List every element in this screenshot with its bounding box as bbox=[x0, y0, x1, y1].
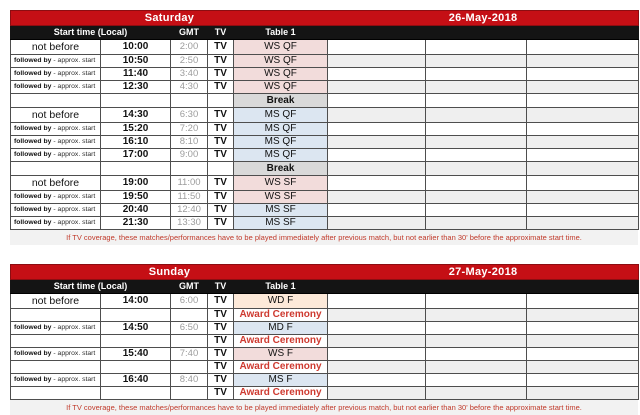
tv-flag-cell: TV bbox=[208, 361, 234, 374]
start-time-cell: 20:40 bbox=[101, 204, 171, 217]
schedule-row bbox=[11, 217, 639, 230]
start-time-cell: 19:50 bbox=[101, 191, 171, 204]
empty-cell bbox=[426, 309, 527, 322]
empty-cell bbox=[328, 335, 426, 348]
empty-cell bbox=[426, 162, 527, 176]
empty-cell bbox=[527, 108, 639, 123]
followed-by-label: followed by bbox=[14, 137, 52, 145]
event-cell: Award Ceremony bbox=[234, 335, 328, 348]
tv-coverage-note: If TV coverage, these matches/performances have to be played immediately after previous match, but not earlier than 30' before the approximate start time. bbox=[10, 230, 638, 245]
empty-cell bbox=[426, 294, 527, 309]
gmt-time-cell: 11:50 bbox=[171, 191, 208, 204]
column-header-empty bbox=[328, 280, 426, 294]
followed-by-label: followed by bbox=[14, 192, 52, 200]
empty-cell bbox=[527, 55, 639, 68]
event-cell: WS QF bbox=[234, 55, 328, 68]
day-schedule-table bbox=[10, 264, 639, 400]
schedule-row bbox=[11, 387, 639, 400]
empty-cell bbox=[527, 68, 639, 81]
empty-cell bbox=[527, 294, 639, 309]
tv-flag-cell: TV bbox=[208, 191, 234, 204]
empty-cell bbox=[527, 348, 639, 361]
event-cell: MS QF bbox=[234, 108, 328, 123]
start-time-cell: 16:10 bbox=[101, 136, 171, 149]
start-condition-cell bbox=[11, 348, 101, 361]
tv-flag-cell: TV bbox=[208, 136, 234, 149]
tv-flag-cell: TV bbox=[208, 335, 234, 348]
approx-start-label: - approx. start bbox=[53, 323, 96, 331]
schedule-row bbox=[11, 309, 639, 322]
gmt-time-cell: 8:10 bbox=[171, 136, 208, 149]
gmt-time-cell: 13:30 bbox=[171, 217, 208, 230]
empty-cell bbox=[527, 309, 639, 322]
empty-cell bbox=[426, 149, 527, 162]
start-condition-cell bbox=[11, 322, 101, 335]
start-condition-cell: not before bbox=[11, 108, 101, 123]
followed-by-label: followed by bbox=[14, 69, 52, 77]
event-cell: MS SF bbox=[234, 217, 328, 230]
empty-cell bbox=[426, 123, 527, 136]
empty-cell bbox=[426, 176, 527, 191]
followed-by-label: followed by bbox=[14, 349, 52, 357]
empty-cell bbox=[328, 176, 426, 191]
start-condition-cell bbox=[11, 136, 101, 149]
gmt-time-cell: 2:00 bbox=[171, 40, 208, 55]
start-condition-cell: not before bbox=[11, 176, 101, 191]
empty-cell bbox=[426, 322, 527, 335]
approx-start-label: - approx. start bbox=[53, 69, 96, 77]
gmt-time-cell: 3:40 bbox=[171, 68, 208, 81]
empty-cell bbox=[426, 374, 527, 387]
start-time-cell bbox=[101, 162, 171, 176]
event-cell: MS QF bbox=[234, 149, 328, 162]
followed-by-label: followed by bbox=[14, 150, 52, 158]
empty-cell bbox=[328, 217, 426, 230]
approx-start-label: - approx. start bbox=[53, 56, 96, 64]
followed-by-label: followed by bbox=[14, 375, 52, 383]
gmt-time-cell: 7:40 bbox=[171, 348, 208, 361]
start-condition-cell bbox=[11, 149, 101, 162]
followed-by-label: followed by bbox=[14, 323, 52, 331]
gmt-time-cell: 12:40 bbox=[171, 204, 208, 217]
empty-cell bbox=[328, 81, 426, 94]
tv-flag-cell: TV bbox=[208, 55, 234, 68]
approx-start-label: - approx. start bbox=[53, 349, 96, 357]
schedule-row bbox=[11, 374, 639, 387]
gmt-time-cell: 11:00 bbox=[171, 176, 208, 191]
schedule-row bbox=[11, 55, 639, 68]
empty-cell bbox=[328, 322, 426, 335]
empty-cell bbox=[426, 387, 527, 400]
gmt-time-cell bbox=[171, 162, 208, 176]
tv-flag-cell: TV bbox=[208, 123, 234, 136]
event-cell: MS QF bbox=[234, 123, 328, 136]
empty-cell bbox=[527, 176, 639, 191]
tv-flag-cell: TV bbox=[208, 40, 234, 55]
empty-cell bbox=[328, 94, 426, 108]
empty-cell bbox=[527, 149, 639, 162]
schedule-row bbox=[11, 68, 639, 81]
empty-cell bbox=[328, 294, 426, 309]
gmt-time-cell bbox=[171, 335, 208, 348]
empty-cell bbox=[328, 374, 426, 387]
followed-by-label: followed by bbox=[14, 205, 52, 213]
approx-start-label: - approx. start bbox=[53, 137, 96, 145]
empty-cell bbox=[328, 108, 426, 123]
empty-cell bbox=[328, 191, 426, 204]
tv-flag-cell: TV bbox=[208, 387, 234, 400]
day-title: Sunday bbox=[148, 265, 191, 278]
empty-cell bbox=[328, 309, 426, 322]
empty-cell bbox=[527, 204, 639, 217]
day-schedule-table bbox=[10, 10, 639, 230]
event-cell: MS SF bbox=[234, 204, 328, 217]
gmt-time-cell: 2:50 bbox=[171, 55, 208, 68]
start-time-cell: 21:30 bbox=[101, 217, 171, 230]
tv-flag-cell: TV bbox=[208, 149, 234, 162]
schedule-row bbox=[11, 191, 639, 204]
tv-flag-cell: TV bbox=[208, 68, 234, 81]
schedule-row bbox=[11, 94, 639, 108]
empty-cell bbox=[527, 322, 639, 335]
empty-cell bbox=[426, 361, 527, 374]
start-time-cell: 14:50 bbox=[101, 322, 171, 335]
approx-start-label: - approx. start bbox=[53, 192, 96, 200]
start-condition-cell bbox=[11, 361, 101, 374]
tv-flag-cell: TV bbox=[208, 348, 234, 361]
schedule-row bbox=[11, 40, 639, 55]
start-time-cell: 12:30 bbox=[101, 81, 171, 94]
gmt-time-cell: 6:00 bbox=[171, 294, 208, 309]
empty-cell bbox=[426, 68, 527, 81]
tv-flag-cell: TV bbox=[208, 294, 234, 309]
start-condition-cell bbox=[11, 55, 101, 68]
empty-cell bbox=[426, 217, 527, 230]
approx-start-label: - approx. start bbox=[53, 205, 96, 213]
gmt-time-cell bbox=[171, 361, 208, 374]
start-time-cell bbox=[101, 335, 171, 348]
gmt-time-cell: 4:30 bbox=[171, 81, 208, 94]
start-condition-cell bbox=[11, 309, 101, 322]
start-condition-cell bbox=[11, 387, 101, 400]
tv-flag-cell: TV bbox=[208, 217, 234, 230]
column-header-gmt: GMT bbox=[171, 280, 208, 294]
empty-cell bbox=[426, 204, 527, 217]
start-condition-cell bbox=[11, 217, 101, 230]
approx-start-label: - approx. start bbox=[53, 218, 96, 226]
start-time-cell: 17:00 bbox=[101, 149, 171, 162]
event-cell: WS SF bbox=[234, 176, 328, 191]
approx-start-label: - approx. start bbox=[53, 375, 96, 383]
schedule-row bbox=[11, 149, 639, 162]
empty-cell bbox=[426, 335, 527, 348]
schedule-row bbox=[11, 204, 639, 217]
schedule-row bbox=[11, 162, 639, 176]
column-header-table1: Table 1 bbox=[234, 26, 328, 40]
tv-flag-cell: TV bbox=[208, 204, 234, 217]
start-time-cell bbox=[101, 309, 171, 322]
start-condition-cell bbox=[11, 374, 101, 387]
empty-cell bbox=[328, 55, 426, 68]
event-cell: MS QF bbox=[234, 136, 328, 149]
day-date: 26-May-2018 bbox=[448, 11, 518, 24]
start-time-cell: 10:50 bbox=[101, 55, 171, 68]
empty-cell bbox=[527, 335, 639, 348]
tv-flag-cell bbox=[208, 162, 234, 176]
column-header-empty bbox=[328, 26, 426, 40]
empty-cell bbox=[426, 94, 527, 108]
schedule-row bbox=[11, 123, 639, 136]
column-header-row bbox=[11, 280, 639, 294]
empty-cell bbox=[527, 191, 639, 204]
empty-cell bbox=[527, 162, 639, 176]
event-cell: WS QF bbox=[234, 68, 328, 81]
start-condition-cell bbox=[11, 94, 101, 108]
tv-flag-cell: TV bbox=[208, 81, 234, 94]
start-time-cell: 15:20 bbox=[101, 123, 171, 136]
event-cell: WS SF bbox=[234, 191, 328, 204]
schedule-row bbox=[11, 322, 639, 335]
tv-coverage-note: If TV coverage, these matches/performances have to be played immediately after previous match, but not earlier than 30' before the approximate start time. bbox=[10, 400, 638, 415]
approx-start-label: - approx. start bbox=[53, 82, 96, 90]
empty-cell bbox=[328, 361, 426, 374]
gmt-time-cell: 7:20 bbox=[171, 123, 208, 136]
start-time-cell: 19:00 bbox=[101, 176, 171, 191]
event-cell: Award Ceremony bbox=[234, 361, 328, 374]
tv-flag-cell bbox=[208, 94, 234, 108]
column-header-empty bbox=[527, 280, 639, 294]
followed-by-label: followed by bbox=[14, 82, 52, 90]
start-time-cell bbox=[101, 94, 171, 108]
empty-cell bbox=[328, 162, 426, 176]
day-banner-row bbox=[11, 265, 639, 280]
empty-cell bbox=[328, 123, 426, 136]
start-condition-cell bbox=[11, 123, 101, 136]
column-header-tv: TV bbox=[208, 26, 234, 40]
tv-flag-cell: TV bbox=[208, 176, 234, 191]
empty-cell bbox=[328, 40, 426, 55]
start-condition-cell: not before bbox=[11, 40, 101, 55]
column-header-empty bbox=[426, 26, 527, 40]
event-cell: WS F bbox=[234, 348, 328, 361]
empty-cell bbox=[328, 204, 426, 217]
event-cell: Award Ceremony bbox=[234, 387, 328, 400]
schedule-row bbox=[11, 335, 639, 348]
schedule-row bbox=[11, 81, 639, 94]
column-header-start-time: Start time (Local) bbox=[11, 26, 171, 40]
start-condition-cell bbox=[11, 191, 101, 204]
column-header-gmt: GMT bbox=[171, 26, 208, 40]
schedule-row bbox=[11, 136, 639, 149]
followed-by-label: followed by bbox=[14, 218, 52, 226]
schedule-row bbox=[11, 361, 639, 374]
empty-cell bbox=[527, 387, 639, 400]
empty-cell bbox=[328, 149, 426, 162]
day-schedule-section bbox=[10, 264, 638, 415]
tv-flag-cell: TV bbox=[208, 309, 234, 322]
event-cell: MS F bbox=[234, 374, 328, 387]
followed-by-label: followed by bbox=[14, 56, 52, 64]
event-cell: WS QF bbox=[234, 81, 328, 94]
empty-cell bbox=[426, 108, 527, 123]
event-cell: Break bbox=[234, 162, 328, 176]
day-schedule-section bbox=[10, 10, 638, 245]
start-condition-cell bbox=[11, 204, 101, 217]
start-time-cell: 14:00 bbox=[101, 294, 171, 309]
start-time-cell: 14:30 bbox=[101, 108, 171, 123]
tv-flag-cell: TV bbox=[208, 374, 234, 387]
column-header-start-time: Start time (Local) bbox=[11, 280, 171, 294]
event-cell: WS QF bbox=[234, 40, 328, 55]
followed-by-label: followed by bbox=[14, 124, 52, 132]
start-time-cell: 11:40 bbox=[101, 68, 171, 81]
gmt-time-cell bbox=[171, 309, 208, 322]
start-condition-cell bbox=[11, 335, 101, 348]
schedule-row bbox=[11, 348, 639, 361]
gmt-time-cell bbox=[171, 387, 208, 400]
schedule-row bbox=[11, 176, 639, 191]
empty-cell bbox=[426, 40, 527, 55]
start-condition-cell bbox=[11, 81, 101, 94]
empty-cell bbox=[527, 374, 639, 387]
gmt-time-cell: 6:50 bbox=[171, 322, 208, 335]
event-cell: Award Ceremony bbox=[234, 309, 328, 322]
column-header-tv: TV bbox=[208, 280, 234, 294]
day-title: Saturday bbox=[144, 11, 195, 24]
start-time-cell bbox=[101, 361, 171, 374]
column-header-table1: Table 1 bbox=[234, 280, 328, 294]
event-cell: WD F bbox=[234, 294, 328, 309]
day-banner bbox=[11, 265, 639, 280]
empty-cell bbox=[328, 387, 426, 400]
empty-cell bbox=[527, 136, 639, 149]
empty-cell bbox=[426, 191, 527, 204]
empty-cell bbox=[527, 361, 639, 374]
column-header-row bbox=[11, 26, 639, 40]
start-condition-cell: not before bbox=[11, 294, 101, 309]
start-time-cell: 15:40 bbox=[101, 348, 171, 361]
empty-cell bbox=[527, 81, 639, 94]
empty-cell bbox=[328, 136, 426, 149]
empty-cell bbox=[426, 55, 527, 68]
empty-cell bbox=[426, 136, 527, 149]
column-header-empty bbox=[426, 280, 527, 294]
empty-cell bbox=[426, 81, 527, 94]
column-header-empty bbox=[527, 26, 639, 40]
start-time-cell: 16:40 bbox=[101, 374, 171, 387]
gmt-time-cell: 6:30 bbox=[171, 108, 208, 123]
schedule-row bbox=[11, 294, 639, 309]
empty-cell bbox=[527, 40, 639, 55]
gmt-time-cell: 8:40 bbox=[171, 374, 208, 387]
empty-cell bbox=[527, 123, 639, 136]
approx-start-label: - approx. start bbox=[53, 124, 96, 132]
tv-flag-cell: TV bbox=[208, 108, 234, 123]
day-date: 27-May-2018 bbox=[448, 265, 518, 278]
empty-cell bbox=[328, 68, 426, 81]
event-cell: MD F bbox=[234, 322, 328, 335]
empty-cell bbox=[527, 94, 639, 108]
empty-cell bbox=[527, 217, 639, 230]
empty-cell bbox=[426, 348, 527, 361]
start-time-cell bbox=[101, 387, 171, 400]
start-condition-cell bbox=[11, 68, 101, 81]
gmt-time-cell bbox=[171, 94, 208, 108]
approx-start-label: - approx. start bbox=[53, 150, 96, 158]
gmt-time-cell: 9:00 bbox=[171, 149, 208, 162]
schedule-row bbox=[11, 108, 639, 123]
tv-flag-cell: TV bbox=[208, 322, 234, 335]
day-banner-row bbox=[11, 11, 639, 26]
empty-cell bbox=[328, 348, 426, 361]
start-condition-cell bbox=[11, 162, 101, 176]
event-cell: Break bbox=[234, 94, 328, 108]
day-banner bbox=[11, 11, 639, 26]
start-time-cell: 10:00 bbox=[101, 40, 171, 55]
